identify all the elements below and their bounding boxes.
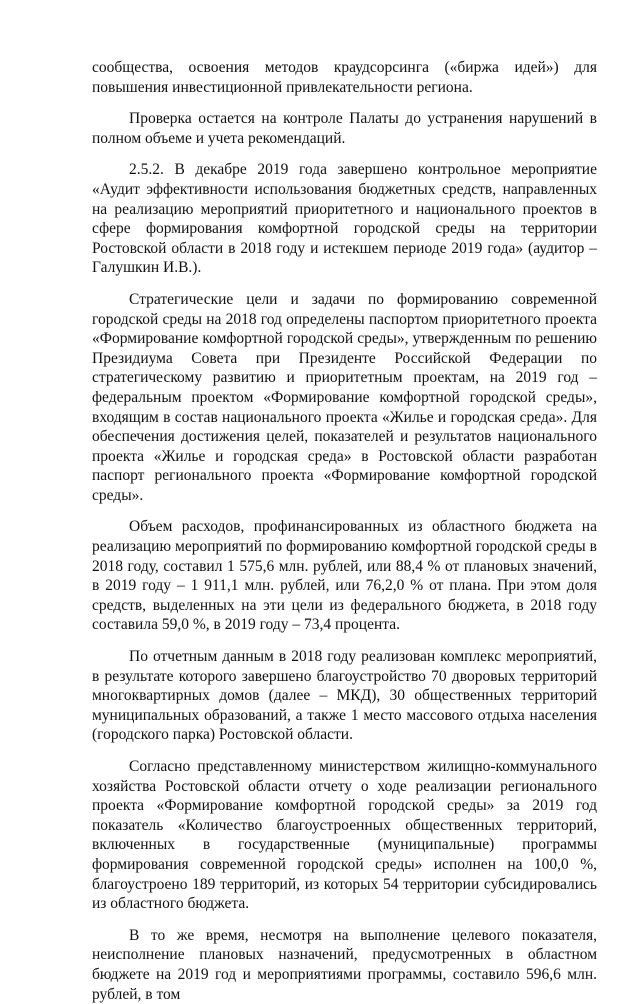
- paragraph-ministry-report: Согласно представленному министерством жилищно-коммунального хозяйства Ростовской области отчету о ходе реализации регионального проекта «Формирование комфортной городской среды» за 2019 год показатель «Количество благоустроенных общественных территорий, включенных в государственные (муниципальные) программы формирования современной городской среды» исполнен на 100,0 %, благоустроено 189 территорий, из которых 54 территории субсидировались из областного бюджета.: [92, 758, 597, 913]
- paragraph-continuation: сообщества, освоения методов краудсорсинга («биржа идей») для повышения инвестиционной привлекательности региона.: [92, 59, 597, 96]
- paragraph-section-2-5-2: 2.5.2. В декабре 2019 года завершено контрольное мероприятие «Аудит эффективности использования бюджетных средств, направленных на реализацию мероприятий приоритетного и национального проектов в сфере формирования комфортной городской среды на территории Ростовской области в 2018 году и истекшем периоде 2019 года» (аудитор – Галушкин И.В.).: [92, 161, 597, 277]
- paragraph-expenditure-volume: Объем расходов, профинансированных из областного бюджета на реализацию мероприятий по формированию комфортной городской среды в 2018 году, составил 1 575,6 млн. рублей, или 88,4 % от плановых значений, в 2019 году – 1 911,1 млн. рублей, или 76,2,0 % от плана. При этом доля средств, выделенных на эти цели из федерального бюджета, в 2018 году составила 59,0 %, в 2019 году – 73,4 процента.: [92, 518, 597, 634]
- paragraph-control-note: Проверка остается на контроле Палаты до устранения нарушений в полном объеме и учета рекомендаций.: [92, 110, 597, 147]
- paragraph-reported-results: По отчетным данным в 2018 году реализован комплекс мероприятий, в результате которого завершено благоустройство 70 дворовых территорий многоквартирных домов (далее – МКД), 30 общественных территорий муниципальных образований, а также 1 место массового отдыха населения (городского парка) Ростовской области.: [92, 648, 597, 744]
- paragraph-strategic-goals: Стратегические цели и задачи по формированию современной городской среды на 2018 год определены паспортом приоритетного проекта «Формирование комфортной городской среды», утвержденным по решению Президиума Совета при Президенте Российской Федерации по стратегическому развитию и приоритетным проектам, на 2019 год – федеральным проектом «Формирование комфортной городской среды», входящим в состав национального проекта «Жилье и городская среда». Для обеспечения достижения целей, показателей и результатов национального проекта «Жилье и городская среда» в Ростовской области разработан паспорт регионального проекта «Формирование комфортной городской среды».: [92, 290, 597, 504]
- paragraph-non-execution: В то же время, несмотря на выполнение целевого показателя, неисполнение плановых назначений, предусмотренных в областном бюджете на 2019 год и мероприятиями программы, составило 596,6 млн. рублей, в том: [92, 926, 597, 1003]
